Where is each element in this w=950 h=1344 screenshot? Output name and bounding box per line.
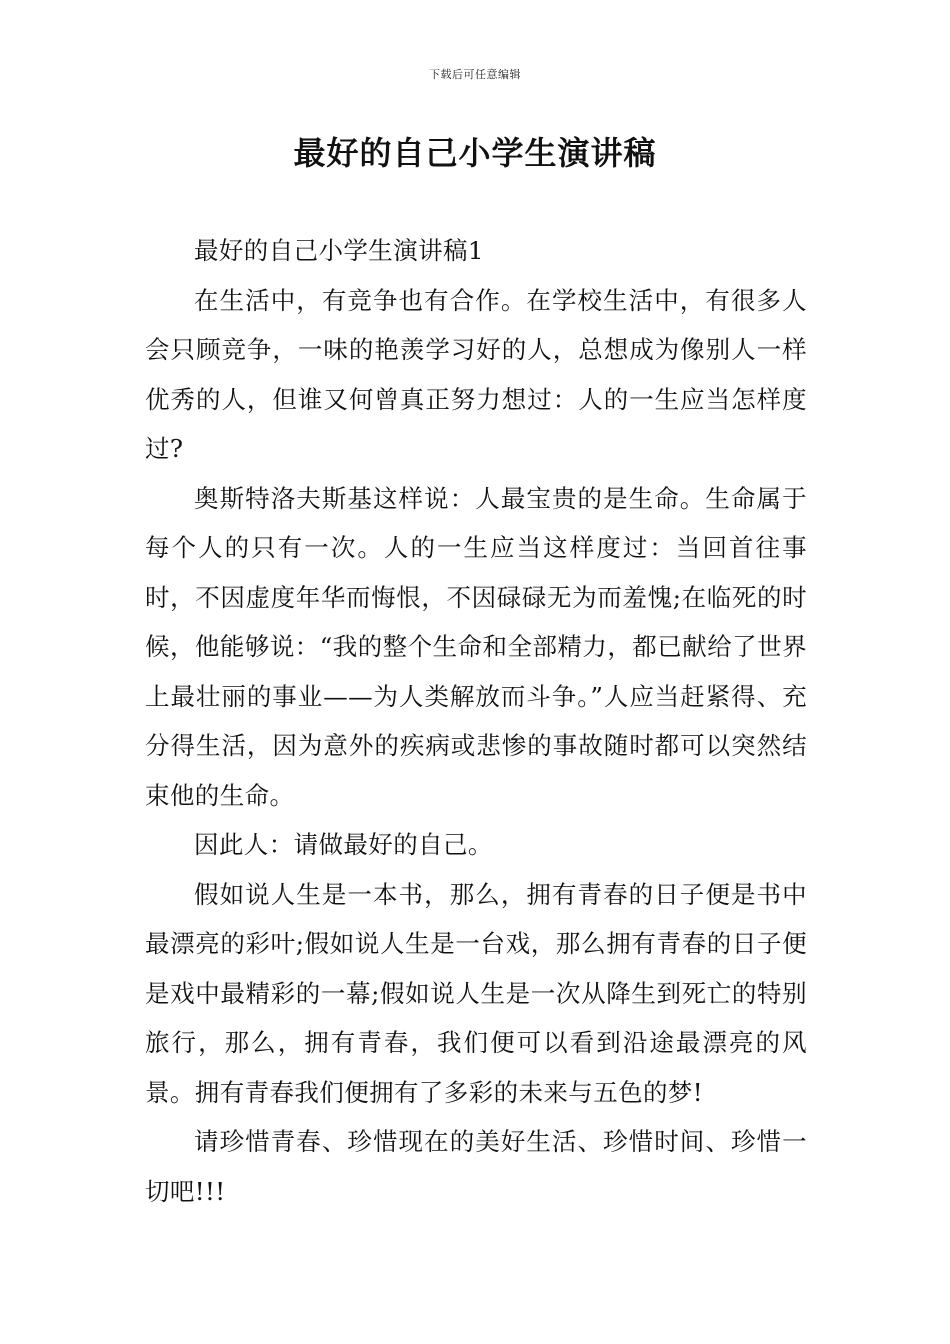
section-heading: 最好的自己小学生演讲稿1 (194, 236, 484, 265)
paragraph: 请珍惜青春、珍惜现在的美好生活、珍惜时间、珍惜一切吧!!! (145, 1127, 807, 1206)
paragraph: 奥斯特洛夫斯基这样说：人最宝贵的是生命。生命属于每个人的只有一次。人的一生应当这样度过：当回首往事时，不因虚度年华而悔恨，不因碌碌无为而羞愧;在临死的时候，他能够说：“我的整个生命和全部精力，都已献给了世界上最壮丽的事业——为人类解放而斗争。”人应当赶紧得、充分得生活，因为意外的疾病或悲惨的事故随时都可以突然结束他的生命。 (145, 483, 807, 810)
header-note: 下载后可任意编辑 (429, 68, 521, 81)
document-body (145, 226, 807, 1216)
paragraph: 因此人：请做最好的自己。 (194, 830, 493, 859)
paragraph: 在生活中，有竞争也有合作。在学校生活中，有很多人会只顾竞争，一味的艳羡学习好的人，总想成为像别人一样优秀的人，但谁又何曾真正努力想过：人的一生应当怎样度过? (145, 285, 807, 463)
document-title: 最好的自己小学生演讲稿 (293, 134, 657, 172)
paragraph: 假如说人生是一本书，那么，拥有青春的日子便是书中最漂亮的彩叶;假如说人生是一台戏，那么拥有青春的日子便是戏中最精彩的一幕;假如说人生是一次从降生到死亡的特别旅行，那么，拥有青春，我们便可以看到沿途最漂亮的风景。拥有青春我们便拥有了多彩的未来与五色的梦! (145, 879, 807, 1107)
